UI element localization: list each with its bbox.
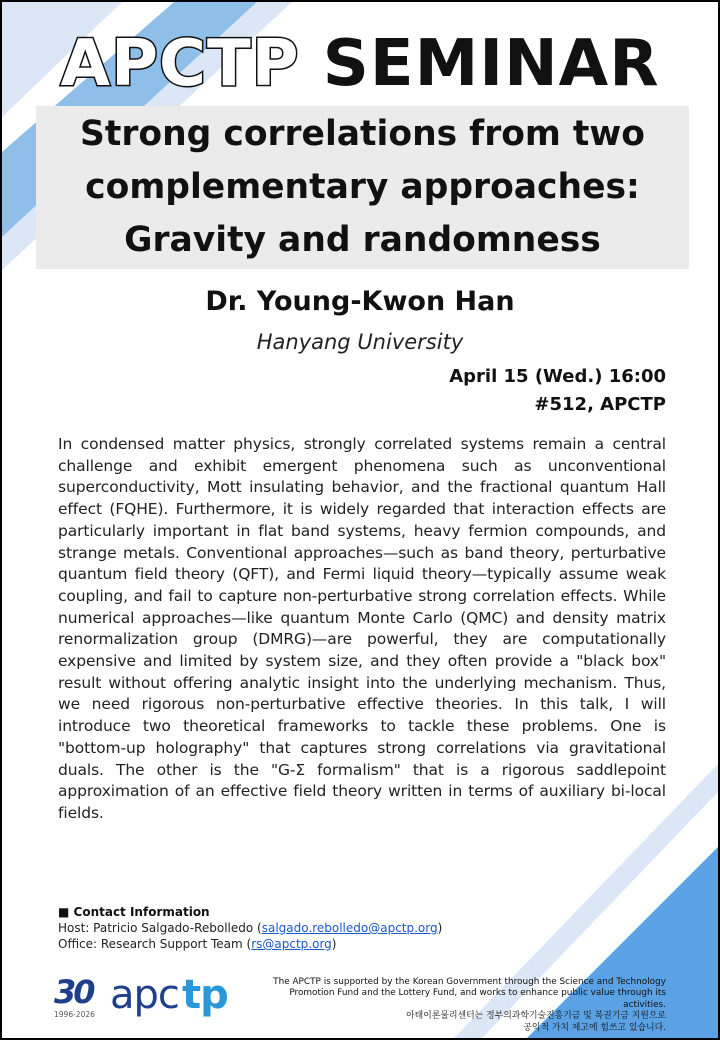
heading-apctp-word: APCTP [60, 27, 300, 101]
heading-seminar-word: SEMINAR [322, 27, 660, 101]
contact-office-label: Office: Research Support Team [58, 937, 243, 951]
seminar-heading [2, 24, 718, 104]
logo-brand-tp: tp [182, 972, 228, 1018]
speaker-name: Dr. Young-Kwon Han [205, 286, 515, 317]
office-email-link[interactable]: rs@apctp.org [251, 937, 332, 951]
host-email-link[interactable]: salgado.rebolledo@apctp.org [261, 921, 438, 935]
logo-anniversary-number: 30 [54, 973, 93, 1011]
contact-office-line: Office: Research Support Team (rs@apctp.org) [58, 937, 337, 951]
speaker-affiliation: Hanyang University [256, 330, 464, 354]
contact-host-line: Host: Patricio Salgado-Rebolledo (salgado.rebolledo@apctp.org) [58, 921, 443, 935]
funding-note-line-2: Promotion Fund and the Lottery Fund, and works to enhance public value through its activities. [289, 988, 666, 1010]
funding-note [246, 977, 666, 1034]
talk-datetime: April 15 (Wed.) 16:00 [449, 366, 666, 387]
contact-heading: ■ Contact Information [58, 905, 210, 919]
title-box [36, 106, 689, 269]
funding-note-line-1: The APCTP is supported by the Korean Government through the Science and Technology [273, 977, 666, 987]
contact-section [58, 904, 618, 952]
logo-brand-apc: apc [110, 972, 179, 1018]
funding-note-line-3: 아태이론물리센터는 정부의과학기술진흥기금 및 복권기금 지원으로 [406, 1011, 666, 1022]
talk-title: Strong correlations from two complementary approaches: Gravity and randomness [80, 114, 645, 260]
apctp-logo [54, 970, 254, 1028]
funding-note-line-4: 공익적 가치 제고에 힘쓰고 있습니다. [523, 1022, 666, 1033]
contact-host-label: Host: Patricio Salgado-Rebolledo [58, 921, 254, 935]
abstract-text: In condensed matter physics, strongly correlated systems remain a central challenge and exhibit emergent phenomena such as unconventional superconductivity, Mott insulating behavior, and the fractional quantum Hall effect (FQHE). Furthermore, it is widely regarded that interaction effects are particularly important in flat band systems, heavy fermion compounds, and strange metals. Conventional approaches—such as band theory, perturbative quantum field theory (QFT), and Fermi liquid theory—typically assume weak coupling, and fail to capture non-perturbative strong correlation effects. While numerical approaches—like quantum Monte Carlo (QMC) and density matrix renormalization group (DMRG)—are powerful, they are computationally expensive and limited by system size, and they often provide a "black box" result without offering analytic insight into the underlying mechanism. Thus, we need rigorous non-perturbative effective theories. In this talk, I will introduce two theoretical frameworks to tackle these problems. One is "bottom-up holography" that captures strong correlations via gravitational duals. The other is the "G-Σ formalism" that is a rigorous saddlepoint approximation of an effective field theory written in terms of auxiliary bi-local fields. [58, 435, 666, 822]
talk-location: #512, APCTP [534, 394, 666, 415]
logo-years: 1996-2026 [54, 1010, 95, 1019]
